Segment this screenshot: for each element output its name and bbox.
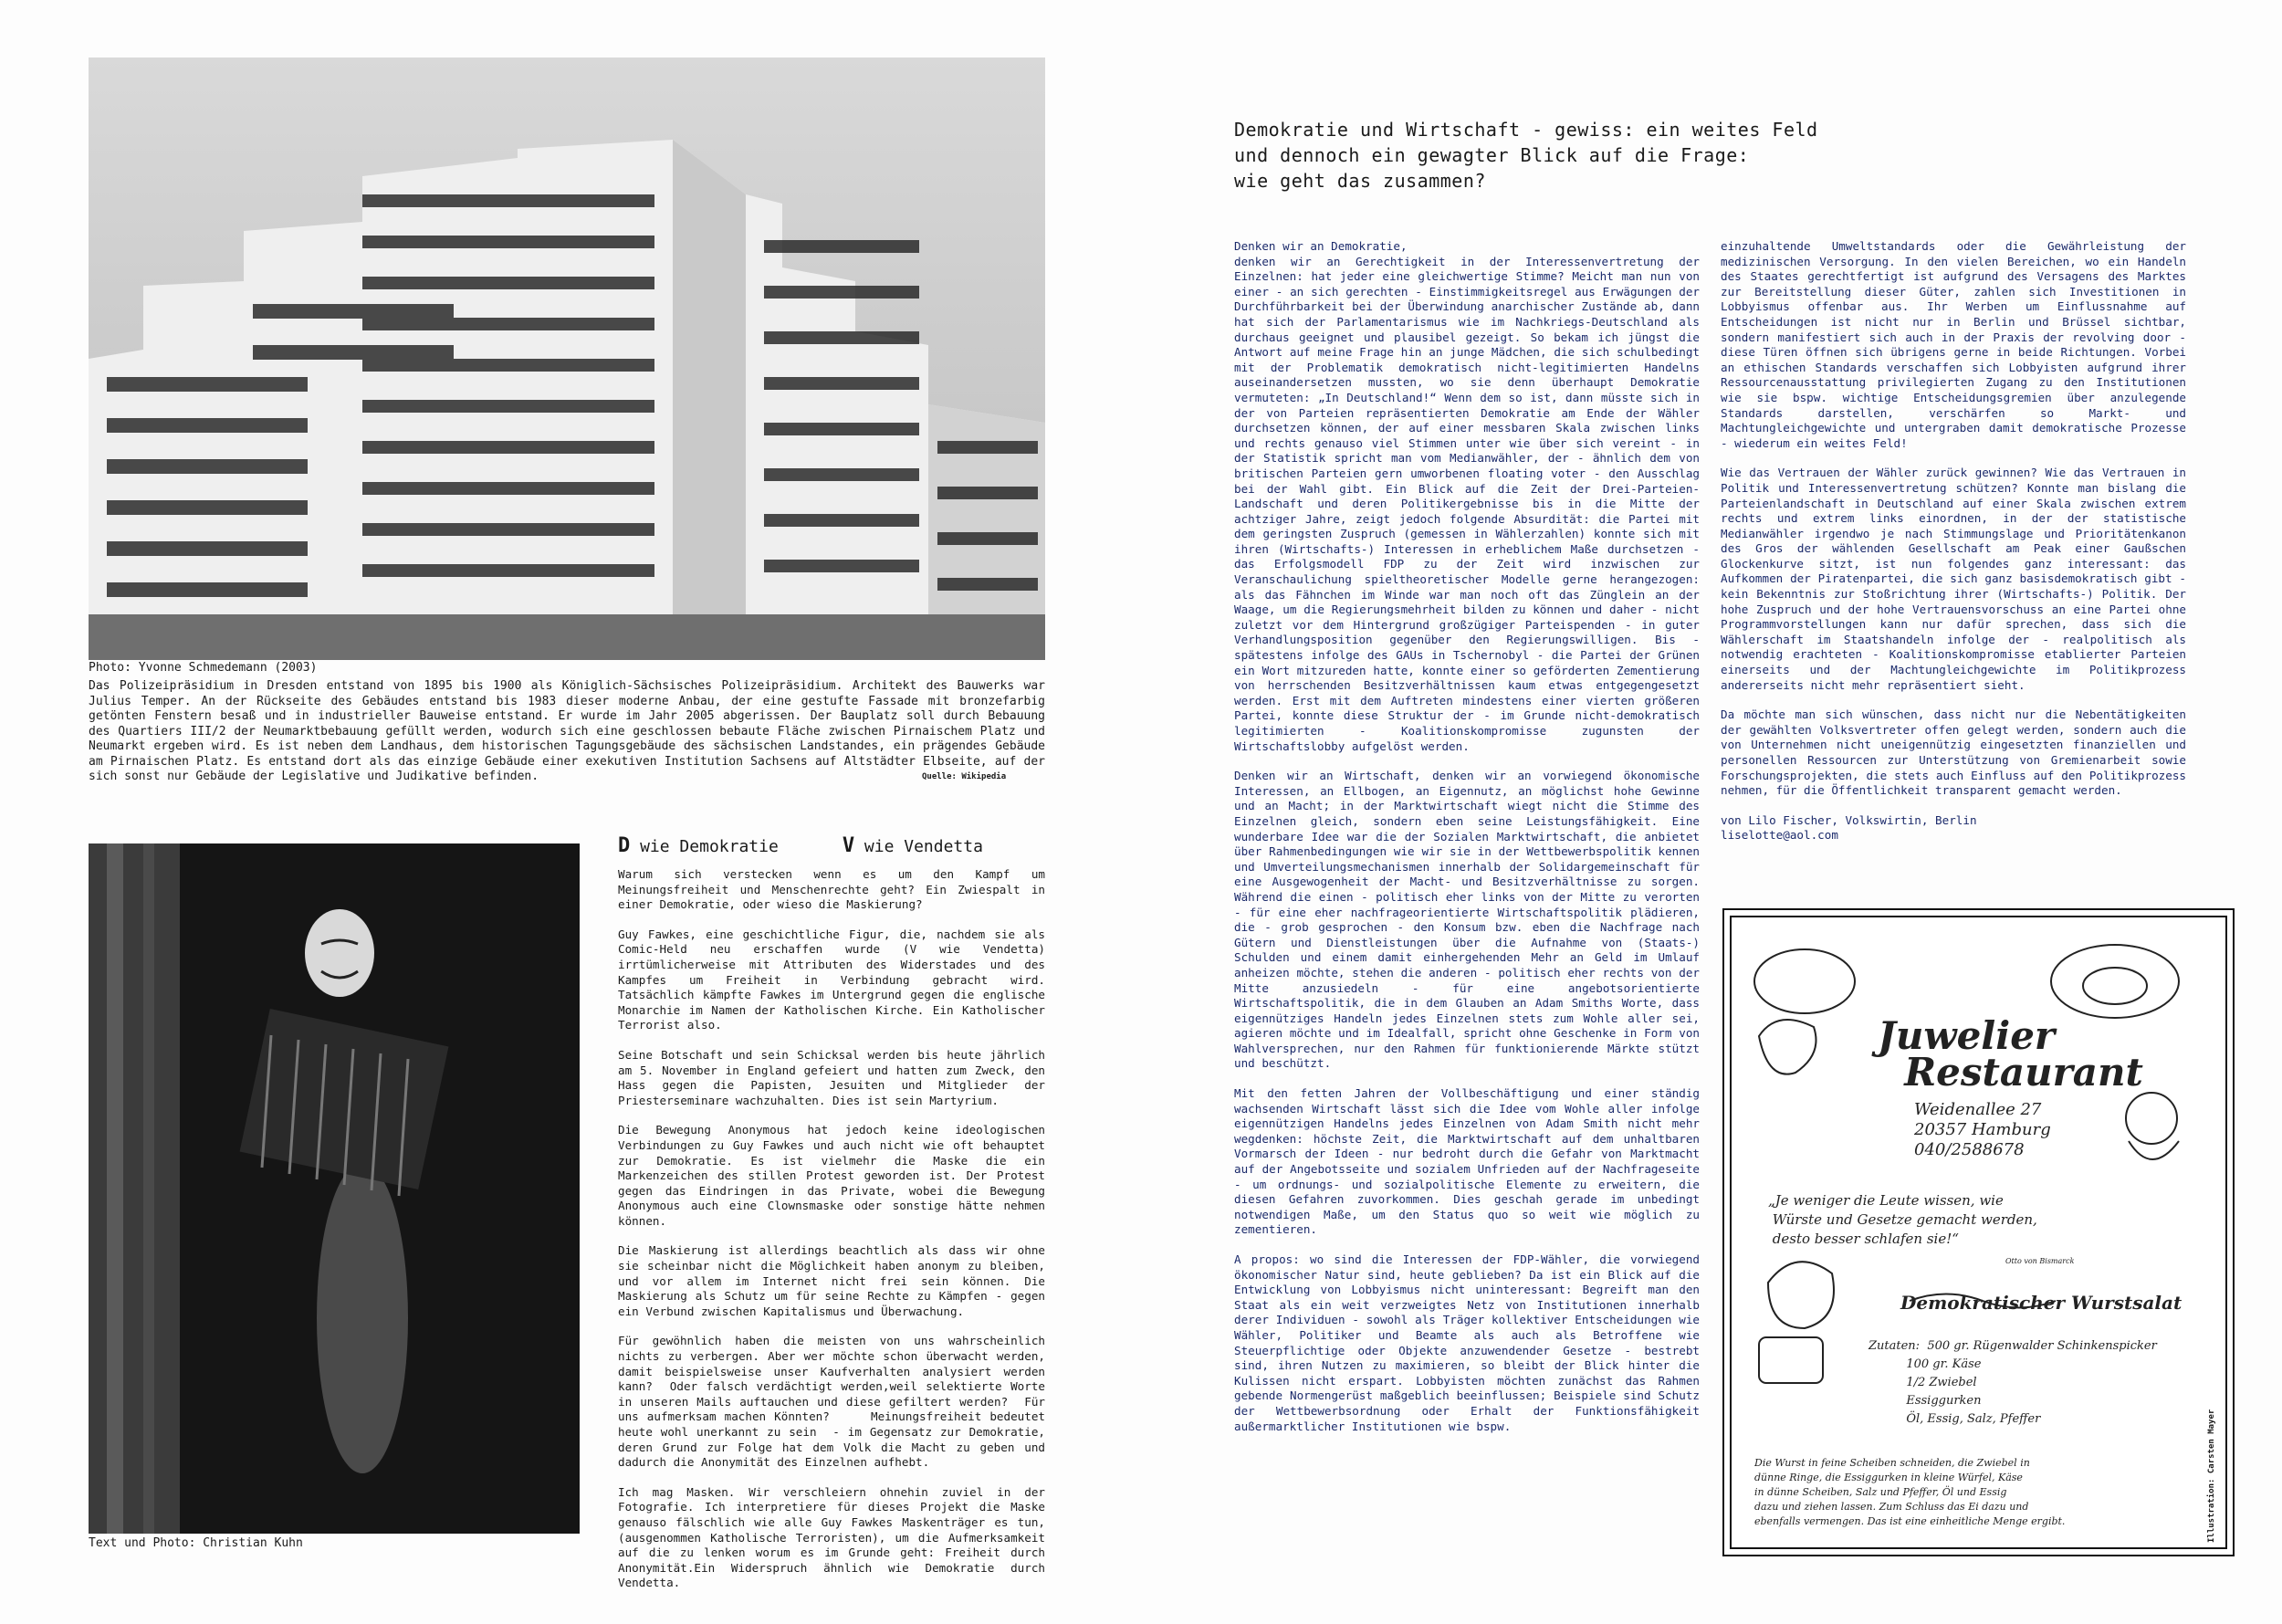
mask-article [618,867,1073,1606]
v-heading-text: wie Vendetta [854,837,983,856]
recipe-drawing [1722,908,2235,1556]
author-signature: von Lilo Fischer, Volkswirtin, Berlin liselotte@aol.com [1721,812,1977,843]
recipe-instructions: Die Wurst in feine Scheiben schneiden, die Zwiebel in dünne Ringe, die Essiggurken in kleine Würfel, Käse in dünne Scheiben, Salz und Pfeffer, Öl und Essig dazu und ziehen lassen. Zum Schluss das Ei dazu und ebenfalls vermengen. Das ist eine einheitliche Menge ergibt. [1754,1457,2066,1527]
article-paragraph: Denken wir an Demokratie, denken wir an Gerechtigkeit in der Interessenvertretung der Einzelnen: hat jeder eine gleichwertige Stimme? Meicht man nun von einer - an sich gerechten - Einstimmigkeitsregel aus Erwägungen der Durchführbarkeit bei der Überwindung anarchischer Zustände ab, dann hat sich der Parlamentarismus wie im Nachkriegs-Deutschland als durchaus geeignet und plausibel gezeigt. So bekam ich jüngst die Antwort auf meine Frage hin an junge Mädchen, die sich schulbedingt mit der Problematik demokratisch nicht-legitimierten Handelns auseinandersetzen mussten, wo sie denn überhaupt Demokratie vermuteten: „In Deutschland!“ Wenn dem so ist, dann müsste sich in der von Parteien repräsentierten Demokratie am Ende der Wähler durchsetzen können, der auf einer messbaren Skala zwischen links und rechts genauso viel Stimmen unter wie über sich vereint - in der Statistik spricht man vom Medianwähler, der - ähnlich dem von britischen Parteien gern umworbenen floating voter - den Ausschlag bei der Wahl gibt. Ein Blick auf die Zeit der Drei-Parteien-Landschaft und deren Politikergebnisse bis in die Mitte der achtziger Jahre, zeigt jedoch folgende Absurdität: die Partei mit dem geringsten Zuspruch (gemessen in Wählerzahlen) konnte sich mit ihren (Wirtschafts-) Interessen in erheblichem Maße durchsetzen - das Erfolgsmodell FDP zu der Zeit wird inzwischen zur Veranschaulichung spieltheoretischer Modelle gerne herangezogen: als das Fähnchen im Winde war man noch oft das Zünglein an der Waage, um die Regierungsmehrheit bilden zu können und daher - nicht zuletzt vor dem Hintergrund großzügiger Parteispenden - in guter Verhandlungsposition gegenüber den Regierungswilligen. Bis - spätestens infolge des GAUs in Tschernobyl - die Partei der Grünen ein Wort mitzureden hatte, konnte einer so geförderten Zementierung von herrschenden Besitzverhältnissen kaum etwas entgegengesetzt werden. Erst mit dem Auftreten mindestens einer vierten größeren Partei, konnte diese Struktur der - im Grunde nicht-demokratisch legitimierten - Koalitionskompromisse zugunsten der Wirtschaftslobby aufgelöst werden. [1234,239,1700,753]
drawing-address: Weidenallee 27 20357 Hamburg 040/2588678 [1914,1100,2051,1159]
article-paragraph: einzuhaltende Umweltstandards oder die Gewährleistung der medizinischen Versorgung. In den vielen Bereichen, wo ein Handeln des Staates gerechtfertigt ist aufgrund des Versagens des Marktes zur Bereitstellung dieser Güter, zahlen sich Investitionen in Lobbyismus offenbar aus. Ihr Werben um Einflussnahme auf Entscheidungen ist nicht nur in Berlin und Brüssel sichtbar, sondern manifestiert sich auch in der Praxis der revolving door - diese Türen öffnen sich übrigens gerne in beide Richtungen. Vorbei an ethischen Standards verschaffen sich Lobbyisten aufgrund ihrer Ressourcenausstattung privilegierten Zugang zu den Institutionen wie sie bspw. wichtige Entscheidungsgremien über anzulegende Standards darstellen, verschärfen so Markt- und Machtungleichgewichte und untergraben damit demokratische Prozesse - wiederum ein weites Feld! [1721,239,2193,450]
article-paragraph: Die Maskierung ist allerdings beachtlich als dass wir ohne sie scheinbar nicht die Möglichkeit haben anonym zu bleiben, und vor allem im Internet nicht frei sein können. Die Maskierung als Schutz um für seine Rechte zu Kämpfen - gegen ein Verbund zwischen Kapitalismus und Überwachung. [618,1243,1052,1318]
drawing-frame [1730,916,2227,1549]
economy-column-2 [1721,239,2193,858]
article-paragraph: Für gewöhnlich haben die meisten von uns wahrscheinlich nichts zu verbergen. Aber wer möchte schon überwacht werden, damit beispielsweise unser Kaufverhalten analysiert werden kann? Oder falsch verdächtigt werden,weil selektierte Worte in unseren Mails auftauchen und diese gefiltert werden? Für uns aufmerksam machen Könnten? Meinungsfreiheit bedeutet heute wohl unerkannt zu sein - im Gegensatz zur Demokratie, deren Grund zur Folge hat dem Volk die Macht zu geben und dadurch die Anonymität des Einzelnen aufhebt. [618,1334,1052,1470]
article-paragraph: Da möchte man sich wünschen, dass nicht nur die Nebentätigkeiten der gewählten Volksvertreter offen gelegt werden, sondern auch die von Unternehmen nicht uneigennützig eingesetzten finanziellen und personellen Ressourcen zur Unterstützung von Gremienarbeit sowie Forschungsprojekten, die stets auch Einfluss auf den Politikprozess nehmen, für die Öffentlichkeit transparent gemacht werden. [1721,707,2193,798]
portrait-credit: Text und Photo: Christian Kuhn [89,1536,303,1550]
recipe-title: Demokratischer Wurstsalat [1900,1292,2183,1314]
right-headline: Demokratie und Wirtschaft - gewiss: ein weites Feld und dennoch ein gewagter Blick auf die Frage: wie geht das zusammen? [1234,119,1818,192]
d-heading-text: wie Demokratie [630,837,779,856]
building-illustration [89,58,1045,660]
recipe-ingredients: Zutaten: 500 gr. Rügenwalder Schinkenspicker 100 gr. Käse 1/2 Zwiebel Essiggurken Öl, Essig, Salz, Pfeffer [1869,1339,2157,1426]
masked-accordion-photo [89,843,580,1534]
article-paragraph: Warum sich verstecken wenn es um den Kampf um Meinungsfreiheit und Menschenrechte geht? Ein Zwiespalt in einer Demokratie, oder wieso die Maskierung? [618,867,1052,912]
economy-column-1 [1234,239,1707,1449]
drawing-title: Juwelier Restaurant [1878,1013,2143,1095]
caption-source: Quelle: Wikipedia [922,772,1007,781]
article-paragraph: Denken wir an Wirtschaft, denken wir an vorwiegend ökonomische Interessen, an Ellbogen, an Eigennutz, an möglichst hohe Gewinne und an Macht; in der Marktwirtschaft wiegt nicht die Stimme des Einzelnen gleich, sondern eben seine Leistungsfähigkeit. Eine wunderbare Idee war die der Sozialen Marktwirtschaft, die anbietet über Rahmenbedingungen wie wir sie in der Wettbewerbspolitik kennen und Umverteilungsmechanismen innerhalb der Solidargemeinschaft für eine Ausgewogenheit der Macht- und Besitzverhältnisse zu sorgen. Während die einen - politisch eher links von der Mitte zu verorten - für eine eher nachfrageorientierte Wirtschaftspolitik plädieren, die - grob gesprochen - den Konsum bzw. eben die Nachfrage nach Gütern und Dienstleistungen über die Aufnahme von (Staats-) Schulden und einem damit einhergehenden Mehr an Geld im Umlauf anheizen möchte, stehen die anderen - politisch eher rechts von der Mitte anzusiedeln - für eine angebotsorientierte Wirtschaftspolitik, die in dem Glauben an Adam Smiths Worte, dass eigennütziges Handeln jedes Einzelnen stets zum Wohle aller sei, agieren möchte und im Idealfall, spricht ohne Geschenke in Form von Wahlversprechen, nur den Rahmen für funktionierende Märkte stützt und beschützt. [1234,769,1707,1071]
article-paragraph: Seine Botschaft und sein Schicksal werden bis heute jährlich am 5. November in England gefeiert und hatten zum Zweck, den Hass gegen die Papisten, Jesuiten und Mitglieder der Priesterseminare wachzuhalten. Dies ist sein Martyrium. [618,1047,1052,1107]
dv-heading [618,835,983,858]
article-paragraph: Mit den fetten Jahren der Vollbeschäftigung und einer ständig wachsenden Wirtschaft lässt sich die Idee vom Wohle aller infolge eigennützigen Handelns jedes Einzelnen von Adam Smith nicht mehr wegdenken: höchste Zeit, die Marktwirtschaft auf dem unhaltbaren Vormarsch der Ideen - nur bedroht durch die Gefahr von Marktmacht auf der Angebotsseite und sozialem Unfrieden auf der Nachfrageseite - um ordnungs- und sozialpolitische Elemente zu erweitern, die diesen Gefahren zuvorkommen. Dies geschah gerade im unbedingt notwendigen Maße, um den Status quo so weit wie möglich zu zementieren. [1234,1086,1707,1237]
article-paragraph: Guy Fawkes, eine geschichtliche Figur, die, nachdem sie als Comic-Held neu erschaffen wurde (V wie Vendetta) irrtümlicherweise mit Attributen des Widerstades und des Kampfes um Freiheit in Verbindung gebracht wird. Tatsächlich kämpfte Fawkes im Untergrund gegen die englische Monarchie im Namen der Katholischen Kirche. Ein Katholischer Terrorist also. [618,927,1073,1032]
article-paragraph: Wie das Vertrauen der Wähler zurück gewinnen? Wie das Vertrauen in Politik und Interessenvertretung schützen? Konnte man bislang die Parteienlandschaft in Deutschland auf einer Skala zwischen extrem rechts und extrem links einordnen, in der der statistische Medianwähler irgendwo je nach Stimmungslage und Prioritätenkanon des Gros der wählenden Gesellschaft am Peak einer Gaußschen Glockenkurve sitzt, ist nun folgendes ganz interessant: das Aufkommen der Piratenpartei, die sich ganz basisdemokratisch gibt - kein Bekenntnis zur Stoßrichtung ihrer (Wirtschafts-) Politik. Der hohe Zuspruch und der hohe Vertrauensvorschuss an eine Partei ohne Programmvorstellungen kann nur dafür sprechen, dass sich die Wählerschaft im Staatshandeln infolge der - realpolitisch als notwendig erachteten - Koalitionskompromisse etablierter Parteien einerseits und der Machtungleichgewichte im Politikprozess andererseits nicht mehr repräsentiert sieht. [1721,466,2193,692]
portrait-illustration [89,843,580,1534]
v-initial: V [842,834,855,857]
drawing-quote: „Je weniger die Leute wissen, wie Würste und Gesetze gemacht werden, desto besser schlafen sie!“ [1768,1192,2037,1247]
article-paragraph: Die Bewegung Anonymous hat jedoch keine ideologischen Verbindungen zu Guy Fawkes und auch nicht wie oft behauptet zur Demokratie. Es ist vielmehr die Maske die ein Markenzeichen des stillen Protest geworden ist. Der Protest gegen das Eindringen in das Private, wobei die Bewegung Anonymous auch eine Clownsmaske oder sonstige hätte nehmen können. [618,1123,1052,1228]
d-initial: D [618,834,631,857]
building-caption: Das Polizeipräsidium in Dresden entstand von 1895 bis 1900 als Königlich-Sächsisches Polizeipräsidium. Architekt des Bauwerks war Julius Temper. An der Rückseite des Gebäudes entstand bis 1983 dieser moderne Anbau, der eine gestufte Fassade mit bronzefarbig getönten Fenstern besaß und in industrieller Bauweise entstand. Er wurde im Jahr 2005 abgerissen. Der Bauplatz soll durch Bebauung des Quartiers III/2 der Neumarktbebauung gefüllt werden, wodurch sich eine geschlossen bebaute Fläche zwischen Pirnaischem Platz und Neumarkt ergeben wird. Es ist neben dem Landhaus, dem historischen Tagungsgebäude des sächsischen Landstandes, ein prägendes Gebäude am Pirnaischen Platz. Es entstand dort als das einzige Gebäude einer exekutiven Institution Sachsens auf Altstädter Elbseite, auf der sich sonst nur Gebäude der Legislative und Judikative befinden. [89,679,1045,783]
building-photo [89,58,1045,660]
article-paragraph: A propos: wo sind die Interessen der FDP-Wähler, die vorwiegend ökonomischer Natur sind, heute geblieben? Da ist ein Blick auf die Entwicklung von Lobbyismus nicht uninteressant: Begreift man den Staat als ein weit verzweigtes Netz von Institutionen innerhalb derer Individuen - sowohl als Träger kollektiver Entscheidungen wie Wähler, Politiker und Beamte als auch als Betroffene wie Steuerpflichtige oder Objekte anzuwendender Gesetze - bestrebt sind, ihren Nutzen zu maximieren, so bleibt der Blick hinter die Kulissen nicht erspart. Lobbyisten möchten zunächst das Rahmen gebende Normengerüst maßgeblich beeinflussen; Beispiele sind Schutz der Wettbewerbsordnung oder Erhalt der Funktionsfähigkeit außermarktlicher Institutionen wie bspw. [1234,1252,1707,1433]
illustration-credit: Illustration: Carsten Mayer [2207,1409,2216,1543]
drawing-quote-author: Otto von Bismarck [2005,1257,2075,1265]
building-photo-credit: Photo: Yvonne Schmedemann (2003) [89,661,318,675]
article-paragraph: Ich mag Masken. Wir verschleiern ohnehin zuviel in der Fotografie. Ich interpretiere für dieses Projekt die Maske genauso fälschlich wie alle Guy Fawkes Maskenträger es tun, (ausgenommen Katholische Terroristen), um die Aufmerksamkeit auf die zu lenken worum es im Grunde geht: Freiheit durch Anonymität.Ein Widerspruch ähnlich wie Demokratie durch Vendetta. [618,1484,1052,1590]
